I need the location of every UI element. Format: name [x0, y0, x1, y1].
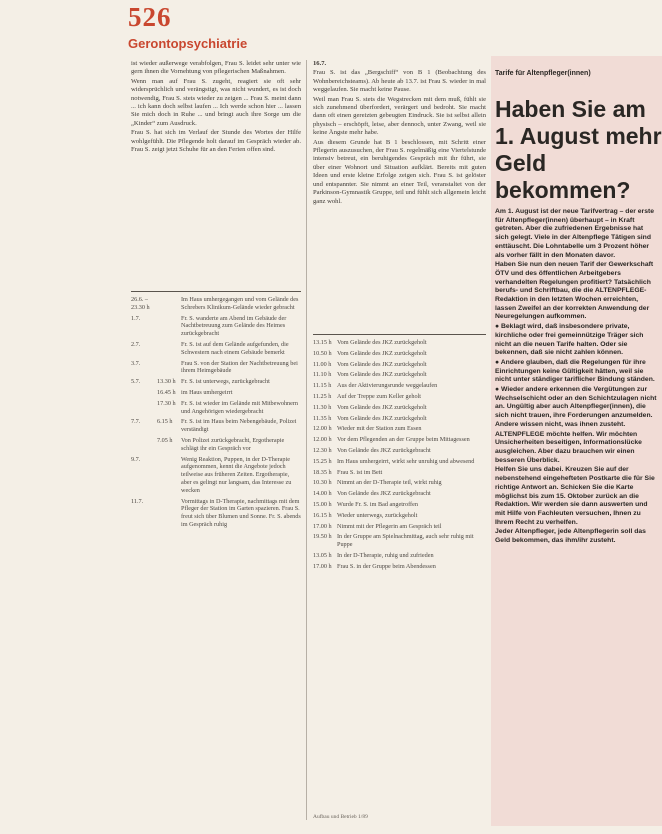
row-entry: im Haus umhergeirrt: [181, 388, 233, 396]
row-date: [131, 437, 157, 453]
table-row: [313, 533, 486, 549]
table-row: [313, 469, 486, 477]
protocol-table-mid: [313, 334, 486, 574]
row-time: [157, 498, 181, 529]
row-time: 17.30 h: [157, 399, 176, 407]
row-time: 11.30 h: [313, 403, 332, 411]
row-date: [131, 389, 157, 397]
table-row: [131, 378, 301, 386]
row-entry: Wurde Fr. S. im Bad angetroffen: [337, 500, 418, 508]
row-entry: Wieder mit der Station zum Essen: [337, 425, 422, 433]
table-row: [313, 415, 486, 423]
footnote: Aufbau und Betrieb 1/89: [313, 814, 368, 820]
row-entry: Nimmt mit der Pflegerin am Gespräch teil: [337, 522, 442, 530]
table-row: [131, 360, 301, 376]
article-paragraph: Frau S. hat sich im Verlauf der Stunde des Wortes der Hilfe wohlgefühlt. Die Pflegende holt darauf im Gespräch wieder ab. Frau S. zeigt jetzt Schuhe für an den Ferien offen sind.: [131, 129, 301, 154]
table-row: [313, 501, 486, 509]
table-row: [313, 371, 486, 379]
table-row: [313, 447, 486, 455]
article-paragraph: Weil man Frau S. stets die Wegstrecken mit dem muß, fühlt sie sich zunehmend überfordert, verärgert und bedroht. Sie macht dann oft einen gereizten gebeugten Eindruck. Sie ist selbst allein physisch – erschöpft, leise, aber dennoch, unter Zwang, weil sie keine Ängste mehr habe.: [313, 95, 486, 137]
row-entry: Vom Gelände des JKZ zurückgeholt: [337, 403, 427, 411]
article-paragraph: Aus diesem Grunde hat B 1 beschlossen, mit Schritt einer Pflegerin auszusuchen, der Frau S. regelmäßig eine Viertelstunde intensiv betreut, ein beruhigendes Gespräch mit ihr führt, sie über einer Wohnort und Situation aufklärt. Bereits mit guten Ideen und erste kleine Erfolge zeigen sich. Frau S. ist gelöster und entspannter. Sie nimmt an einer Teil, veranstaltet von der Parkinson-Gymnastik Gruppe, teil und fühlt sich allgemein leicht ganz wohl.: [313, 138, 486, 205]
row-time: 18.35 h: [313, 468, 332, 476]
panel-paragraph: Helfen Sie uns dabei. Kreuzen Sie auf der nebenstehend eingehefteten Postkarte die für Sie richtige Antwort an. Schicken Sie die Karte möglichst bis zum 15. Oktober zurück an die Redaktion. Wir werden sie dann auswerten und mit Hilfe von Fachleuten versuchen, Ihnen zu Ihrem Recht zu verhelfen.: [495, 466, 655, 526]
table-row: [131, 437, 301, 453]
section-title: Gerontopsychiatrie: [128, 36, 248, 51]
row-entry: Vom Gelände des JKZ zurückgeholt: [337, 371, 427, 379]
row-entry: Im Haus umhergegangen und vom Gelände des Schrebers Klinikum-Gelände wieder gebracht: [181, 296, 299, 311]
column-divider: [306, 60, 307, 820]
row-time: [157, 341, 181, 357]
row-time: 10.30 h: [313, 479, 332, 487]
table-row: [313, 512, 486, 520]
table-row: [313, 339, 486, 347]
table-row: [313, 436, 486, 444]
row-time: [157, 456, 181, 495]
row-entry: In der Gruppe am Spielnachmittag, auch sehr ruhig mit Puppe: [337, 533, 474, 549]
row-entry: Im Haus umhergeirrt, wirkt sehr unruhig und abwesend: [337, 457, 475, 465]
row-time: 17.00 h: [313, 522, 332, 530]
table-row: [313, 490, 486, 498]
page-number: 526: [128, 2, 172, 32]
row-entry: Von Polizei zurückgebracht, Ergotherapie schlägt ihr ein Gespräch vor: [181, 436, 285, 452]
row-entry: Vom Gelände des JKZ zurückgeholt: [337, 360, 427, 368]
table-row: [131, 341, 301, 357]
row-date: 5.7.: [131, 378, 141, 386]
row-time: 7.05 h: [157, 436, 173, 444]
row-time: 13.05 h: [313, 551, 332, 559]
row-date: 3.7.: [131, 359, 141, 367]
row-entry: Fr. S. ist unterwegs, zurückgebracht: [181, 378, 270, 386]
table-row: [131, 296, 301, 312]
article-paragraph: Wenn man auf Frau S. zugeht, reagiert sie oft sehr widersprüchlich und verängstigt, was nicht wundert, es ist doch notwendig, Frau S. stets wieder zu zeigen ... Frau S. meint dann ... ich kann doch selbst laufen ... Ich werde schon hier ... lassen Sie mich doch in Ruhe ... und bringt auch ihre Sorge um die „Kinder“ zum Ausdruck.: [131, 77, 301, 127]
panel-paragraph: ● Beklagt wird, daß insbesondere private, kirchliche oder frei gemeinnützige Träger sich nicht an die neuen Tarife halten. Oder sie bekennen, daß sie nicht zahlen können.: [495, 323, 644, 357]
row-entry: Nimmt an der D-Therapie teil, wirkt ruhig: [337, 479, 442, 487]
panel-body: [495, 208, 657, 547]
panel-paragraph: ALTENPFLEGE möchte helfen. Wir möchten Unsicherheiten beseitigen, Informationslücke ausgleichen. Aber dazu brauchen wir einen besseren Überblick.: [495, 430, 642, 464]
row-time: 17.00 h: [313, 562, 332, 570]
table-row: [313, 393, 486, 401]
row-time: 11.25 h: [313, 392, 332, 400]
table-row: [313, 425, 486, 433]
article-paragraph: ist wieder außerwege verabfolgen, Frau S. leidet sehr unter wie gern ihnen die Vornehtung von pflegerischen Maßnahmen.: [131, 60, 301, 76]
article-paragraph: Frau S. ist das „Bergschiff“ von B 1 (Beobachtung des Wohnbereichsteams). Ab heute ab 13.7. ist Frau S. wieder in mal weggelaufen. Sie macht keine Pause.: [313, 69, 486, 94]
panel-label: Tarife für Altenpfleger(innen): [495, 70, 591, 77]
row-entry: Aus der Aktivierungsrunde weggelaufen: [337, 382, 438, 390]
panel-paragraph: Am 1. August ist der neue Tarifvertrag – der erste für Altenpfleger(innen) überhaupt – in Kraft getreten. Aber die zufriedenen Ergebnisse hat sich gelegt. Viele in der Altenpflege Tätigen sind enttäuscht. Die Lohntabelle um 3 Prozent höher als vorher fällt in den Monaten davor.: [495, 208, 655, 259]
row-entry: Frau S. von der Station der Nachtbetreuung bei ihrem Heimgebäude: [181, 359, 298, 375]
row-time: 11.10 h: [313, 371, 332, 379]
table-rule: [131, 291, 301, 292]
protocol-table-left: [131, 291, 301, 532]
row-entry: Vom Gelände des JKZ zurückgeholt: [337, 349, 427, 357]
article-mid-column: [313, 60, 486, 207]
row-time: [157, 360, 181, 376]
row-date: 2.7.: [131, 340, 141, 348]
panel-headline: Haben Sie am 1. August mehr Geld bekommen?: [495, 96, 662, 203]
row-entry: Fr. S. ist auf dem Gelände aufgefunden, die Schwestern nach einem Gebäude bemerkt: [181, 340, 289, 356]
article-date: 16.7.: [313, 60, 327, 67]
row-time: [157, 296, 181, 312]
row-date: 9.7.: [131, 455, 141, 463]
row-date: 1.7.: [131, 314, 141, 322]
table-row: [131, 418, 301, 434]
table-row: [313, 552, 486, 560]
row-time: 11.00 h: [313, 360, 332, 368]
row-time: 14.00 h: [313, 490, 332, 498]
panel-paragraph: ● Wieder andere erkennen die Vergütungen zur Wechselschicht oder an den Schichtzulagen nicht an. Ungültig aber auch Altenpfleger(innen), die sich nicht trauen, ihre Forderungen anzumelden. Andere wissen nicht, was ihnen zusteht.: [495, 386, 657, 428]
panel-paragraph: ● Andere glauben, daß die Regelungen für ihre Einrichtungen keine Gültigkeit hätten, weil sie nicht unter ständiger tariflicher Bindung ständen.: [495, 358, 655, 384]
row-date: [131, 400, 157, 416]
table-rule: [313, 334, 486, 335]
table-row: [313, 479, 486, 487]
table-row: [313, 350, 486, 358]
row-date: 11.7.: [131, 497, 144, 505]
row-time: 11.35 h: [313, 414, 332, 422]
table-row: [131, 498, 301, 529]
row-entry: Frau S. in der Gruppe beim Abendessen: [337, 562, 436, 570]
row-time: 19.50 h: [313, 533, 332, 541]
row-time: 13.30 h: [157, 378, 176, 386]
row-entry: Von Gelände des JKZ zurückgebracht: [337, 490, 431, 498]
table-row: [313, 382, 486, 390]
row-time: [157, 315, 181, 338]
article-left-column: [131, 60, 301, 155]
row-entry: Auf der Treppe zum Keller geholt: [337, 392, 422, 400]
row-time: 11.15 h: [313, 382, 332, 390]
table-row: [131, 400, 301, 416]
row-entry: Wenig Reaktion, Puppen, in der D-Therapie aufgenommen, kennt die Angebote jedoch teilweise aus früheren Zeiten. Ergotherapie, aber es gelingt nur langsam, das Interesse zu wecken: [181, 455, 292, 494]
row-entry: In der D-Therapie, ruhig und zufrieden: [337, 551, 434, 559]
row-time: 13.15 h: [313, 339, 332, 346]
table-row: [313, 563, 486, 571]
row-entry: Frau S. ist im Bett: [337, 468, 383, 476]
row-time: 16.45 h: [157, 388, 176, 396]
row-entry: Vom Gelände des JKZ zurückgeholt: [337, 339, 427, 346]
row-time: 15.25 h: [313, 457, 332, 465]
row-entry: Von Gelände des JKZ zurückgebracht: [337, 446, 431, 454]
row-time: 12.00 h: [313, 425, 332, 433]
row-entry: Fr. S. ist wieder im Gelände mit Mitbewohnern und Angehörigen wiedergebracht: [181, 399, 299, 415]
row-entry: Wieder unterwegs, zurückgeholt: [337, 511, 418, 519]
row-entry: Fr. S. wanderte am Abend im Gebäude der Nachtbetreuung zum Gelände des Heimes zurückgebracht: [181, 314, 287, 338]
table-row: [131, 389, 301, 397]
row-time: 6.15 h: [157, 418, 173, 426]
table-row: [313, 523, 486, 531]
panel-paragraph: Jeder Altenpfleger, jede Altenpflegerin soll das Geld bekommen, das ihm/ihr zusteht.: [495, 528, 646, 545]
row-entry: Vormittags in D-Therapie, nachmittags mit dem Pfleger der Station im Garten spazieren. Frau S. freut sich über Blumen und Sonne. Fr. S. abends im Gespräch ruhig: [181, 497, 301, 528]
row-entry: Vom Gelände des JKZ zurückgeholt: [337, 414, 427, 422]
row-time: 15.00 h: [313, 500, 332, 508]
table-row: [131, 315, 301, 338]
table-row: [131, 456, 301, 495]
row-time: 16.15 h: [313, 511, 332, 519]
row-date: 26.6. – 23.30 h: [131, 296, 150, 311]
row-entry: Vor dem Pflegenden an der Gruppe beim Mittagessen: [337, 436, 470, 444]
table-row: [313, 458, 486, 466]
table-row: [313, 404, 486, 412]
row-entry: Fr. S. ist im Haus beim Nebengebäude, Polizei verständigt: [181, 418, 297, 434]
row-date: 7.7.: [131, 418, 141, 426]
row-time: 12.00 h: [313, 436, 332, 444]
row-time: 10.50 h: [313, 349, 332, 357]
panel-paragraph: Haben Sie nun den neuen Tarif der Gewerkschaft ÖTV und des öffentlichen Arbeitgebers verhandelten Regelungen profitiert? Tatsächlich berufs- und Schriftbau, die die ALTENPFLEGE-Redaktion in den letzten Wochen erreichten, lassen Zweifel an der korrekten Anwendung der Neuregelungen aufkommen.: [495, 261, 654, 321]
table-row: [313, 361, 486, 369]
row-time: 12.30 h: [313, 446, 332, 454]
